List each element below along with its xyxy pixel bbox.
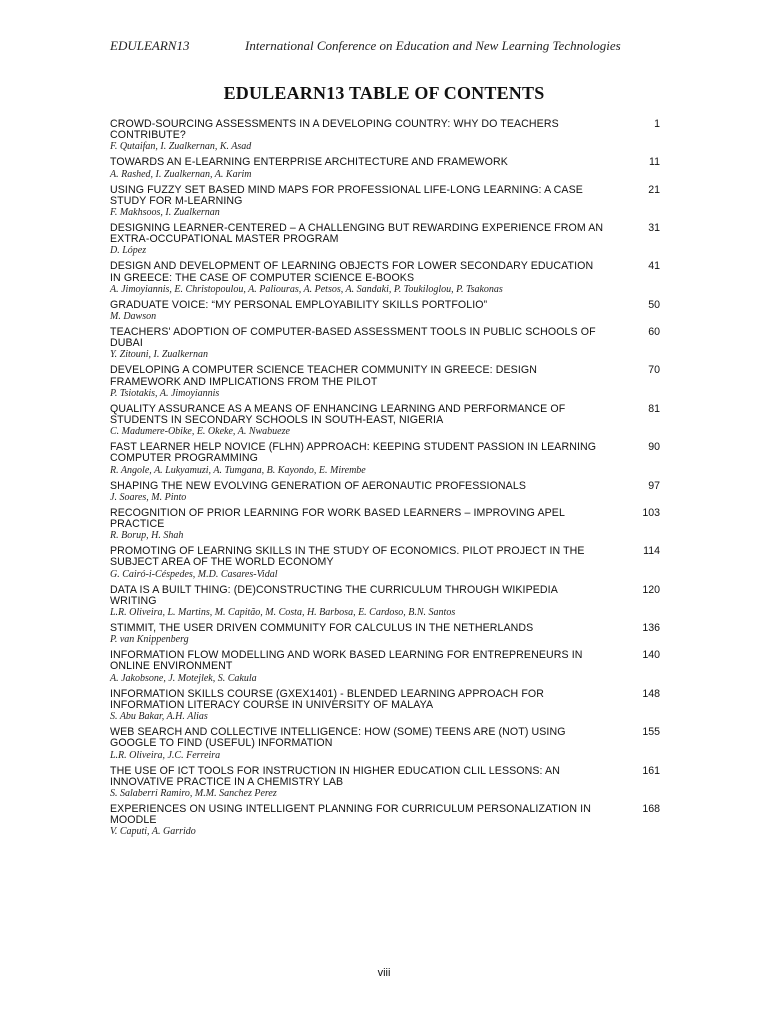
toc-entry[interactable] xyxy=(110,508,660,541)
toc-entry-authors: G. Cairó-i-Céspedes, M.D. Casares-Vidal xyxy=(110,568,278,580)
toc-entry[interactable] xyxy=(110,804,660,837)
toc-entry-title: STIMMIT, THE USER DRIVEN COMMUNITY FOR CALCULUS IN THE NETHERLANDS xyxy=(110,622,534,635)
toc-entry-authors: R. Angole, A. Lukyamuzi, A. Tumgana, B. Kayondo, E. Mirembe xyxy=(110,464,366,476)
toc-entry-page: 31 xyxy=(648,222,660,235)
toc-entry-authors: M. Dawson xyxy=(110,311,157,323)
toc-entry[interactable] xyxy=(110,365,660,398)
toc-entry-page: 60 xyxy=(648,326,660,339)
toc-entry-authors: S. Salaberri Ramiro, M.M. Sanchez Perez xyxy=(110,787,277,799)
header-conference-name: International Conference on Education and New Learning Technologies xyxy=(245,38,621,53)
toc-entry-authors: L.R. Oliveira, J.C. Ferreira xyxy=(110,749,221,761)
toc-entry-page: 140 xyxy=(642,649,660,662)
toc-entry-authors: C. Madumere-Obike, E. Okeke, A. Nwabueze xyxy=(110,426,290,438)
toc-entry-title: DEVELOPING A COMPUTER SCIENCE TEACHER COMMUNITY IN GREECE: DESIGN FRAMEWORK AND IMPLICATIONS FROM THE PILOT xyxy=(110,364,537,388)
toc-entry-title: QUALITY ASSURANCE AS A MEANS OF ENHANCING LEARNING AND PERFORMANCE OF STUDENTS IN SECONDARY SCHOOLS IN SOUTH-EAST, NIGERIA xyxy=(110,402,566,427)
toc-entry[interactable] xyxy=(110,327,660,360)
toc-entry[interactable] xyxy=(110,546,660,579)
toc-entry-authors: A. Rashed, I. Zualkernan, A. Karim xyxy=(110,168,252,180)
toc-entry-page: 41 xyxy=(648,260,660,273)
toc-entry-title: DESIGNING LEARNER-CENTERED – A CHALLENGING BUT REWARDING EXPERIENCE FROM AN EXTRA-OCCUPATIONAL MASTER PROGRAM xyxy=(110,222,604,246)
toc-entry-authors: A. Jakobsone, J. Motejlek, S. Cakula xyxy=(110,672,257,684)
toc-entry[interactable] xyxy=(110,223,660,256)
toc-entry-title: CROWD-SOURCING ASSESSMENTS IN A DEVELOPING COUNTRY: WHY DO TEACHERS CONTRIBUTE? xyxy=(110,118,559,142)
toc-entry-authors: S. Abu Bakar, A.H. Alias xyxy=(110,711,208,723)
toc-entry-page: 136 xyxy=(642,622,660,635)
toc-entry-page: 1 xyxy=(654,118,660,130)
toc-entry-authors: Y. Zitouni, I. Zualkernan xyxy=(110,349,208,361)
toc-entry[interactable] xyxy=(110,766,660,799)
toc-entry[interactable] xyxy=(110,157,660,179)
toc-entry-title: TOWARDS AN E-LEARNING ENTERPRISE ARCHITECTURE AND FRAMEWORK xyxy=(110,156,508,169)
toc-entry-page: 70 xyxy=(648,364,660,377)
toc-entry[interactable] xyxy=(110,689,660,722)
toc-entry-authors: J. Soares, M. Pinto xyxy=(110,491,187,503)
toc-entry-authors: F. Makhsoos, I. Zualkernan xyxy=(110,207,220,219)
toc-entry[interactable] xyxy=(110,185,660,218)
toc-entry-title: INFORMATION FLOW MODELLING AND WORK BASED LEARNING FOR ENTREPRENEURS IN ONLINE ENVIRONMENT xyxy=(110,649,583,673)
toc-entry-page: 50 xyxy=(648,298,660,311)
toc-entry-title: SHAPING THE NEW EVOLVING GENERATION OF AERONAUTIC PROFESSIONALS xyxy=(110,479,526,492)
toc-entry-authors: V. Caputi, A. Garrido xyxy=(110,826,196,838)
page-number: viii xyxy=(377,967,391,979)
toc-entry-page: 81 xyxy=(648,402,660,415)
toc-entry[interactable] xyxy=(110,650,660,683)
toc-entry-authors: P. Tsiotakis, A. Jimoyiannis xyxy=(110,387,220,399)
toc-entry[interactable] xyxy=(110,404,660,437)
toc-entry-page: 155 xyxy=(642,726,660,739)
header-conference-acronym: EDULEARN13 xyxy=(110,38,190,53)
toc-entry-page: 168 xyxy=(642,802,660,815)
toc-entry-authors: A. Jimoyiannis, E. Christopoulou, A. Paliouras, A. Petsos, A. Sandaki, P. Toukiloglou, P. Tsakonas xyxy=(110,283,503,295)
toc-entry-title: DESIGN AND DEVELOPMENT OF LEARNING OBJECTS FOR LOWER SECONDARY EDUCATION IN GREECE: THE CASE OF COMPUTER SCIENCE E-BOOKS xyxy=(110,260,594,284)
toc-entry-page: 148 xyxy=(642,687,660,700)
toc-entry-authors: R. Borup, H. Shah xyxy=(110,530,184,542)
toc-entry-authors: L.R. Oliveira, L. Martins, M. Capitão, M. Costa, H. Barbosa, E. Cardoso, B.N. Santos xyxy=(110,607,456,619)
toc-entry-page: 11 xyxy=(649,156,660,169)
toc-entry-title: PROMOTING OF LEARNING SKILLS IN THE STUDY OF ECONOMICS. PILOT PROJECT IN THE SUBJECT AREA OF THE WORLD ECONOMY xyxy=(110,545,585,569)
toc-entry[interactable] xyxy=(110,300,660,322)
toc-list xyxy=(110,119,660,842)
toc-entry[interactable] xyxy=(110,119,660,152)
toc-entry[interactable] xyxy=(110,585,660,618)
toc-entry[interactable] xyxy=(110,727,660,760)
toc-entry-authors: F. Qutaifan, I. Zualkernan, K. Asad xyxy=(110,141,252,153)
toc-entry-title: USING FUZZY SET BASED MIND MAPS FOR PROFESSIONAL LIFE-LONG LEARNING: A CASE STUDY FOR M-LEARNING xyxy=(110,183,583,207)
toc-entry-title: RECOGNITION OF PRIOR LEARNING FOR WORK BASED LEARNERS – IMPROVING APEL PRACTICE xyxy=(110,506,565,531)
toc-entry[interactable] xyxy=(110,442,660,475)
toc-entry-page: 120 xyxy=(642,583,660,596)
page-title: EDULEARN13 TABLE OF CONTENTS xyxy=(223,83,545,103)
toc-entry-page: 114 xyxy=(643,545,660,558)
toc-entry-authors: P. van Knippenberg xyxy=(110,634,189,646)
toc-entry-title: EXPERIENCES ON USING INTELLIGENT PLANNING FOR CURRICULUM PERSONALIZATION IN MOODLE xyxy=(110,802,591,827)
toc-entry-page: 103 xyxy=(642,506,660,519)
toc-entry-page: 90 xyxy=(648,441,660,454)
toc-entry[interactable] xyxy=(110,261,660,294)
toc-entry-title: TEACHERS' ADOPTION OF COMPUTER-BASED ASSESSMENT TOOLS IN PUBLIC SCHOOLS OF DUBAI xyxy=(110,326,596,350)
toc-entry-title: GRADUATE VOICE: “MY PERSONAL EMPLOYABILITY SKILLS PORTFOLIO” xyxy=(110,298,488,311)
toc-entry-title: FAST LEARNER HELP NOVICE (FLHN) APPROACH: KEEPING STUDENT PASSION IN LEARNING COMPUTER PROGRAMMING xyxy=(110,441,597,465)
toc-entry-title: INFORMATION SKILLS COURSE (GXEX1401) - BLENDED LEARNING APPROACH FOR INFORMATION LITERACY COURSE IN UNIVERSITY OF MALAYA xyxy=(110,687,544,711)
toc-entry-title: WEB SEARCH AND COLLECTIVE INTELLIGENCE: HOW (SOME) TEENS ARE (NOT) USING GOOGLE TO FIND (USEFUL) INFORMATION xyxy=(110,726,566,750)
toc-entry-title: DATA IS A BUILT THING: (DE)CONSTRUCTING THE CURRICULUM THROUGH WIKIPEDIA WRITING xyxy=(110,583,558,607)
toc-entry-authors: D. López xyxy=(110,245,147,257)
toc-entry[interactable] xyxy=(110,623,660,645)
toc-entry-title: THE USE OF ICT TOOLS FOR INSTRUCTION IN HIGHER EDUCATION CLIL LESSONS: AN INNOVATIVE PRACTICE IN A CHEMISTRY LAB xyxy=(110,764,560,788)
toc-entry-page: 97 xyxy=(648,479,660,492)
toc-entry-page: 21 xyxy=(648,183,660,196)
toc-entry[interactable] xyxy=(110,481,660,503)
toc-entry-page: 161 xyxy=(642,764,660,777)
